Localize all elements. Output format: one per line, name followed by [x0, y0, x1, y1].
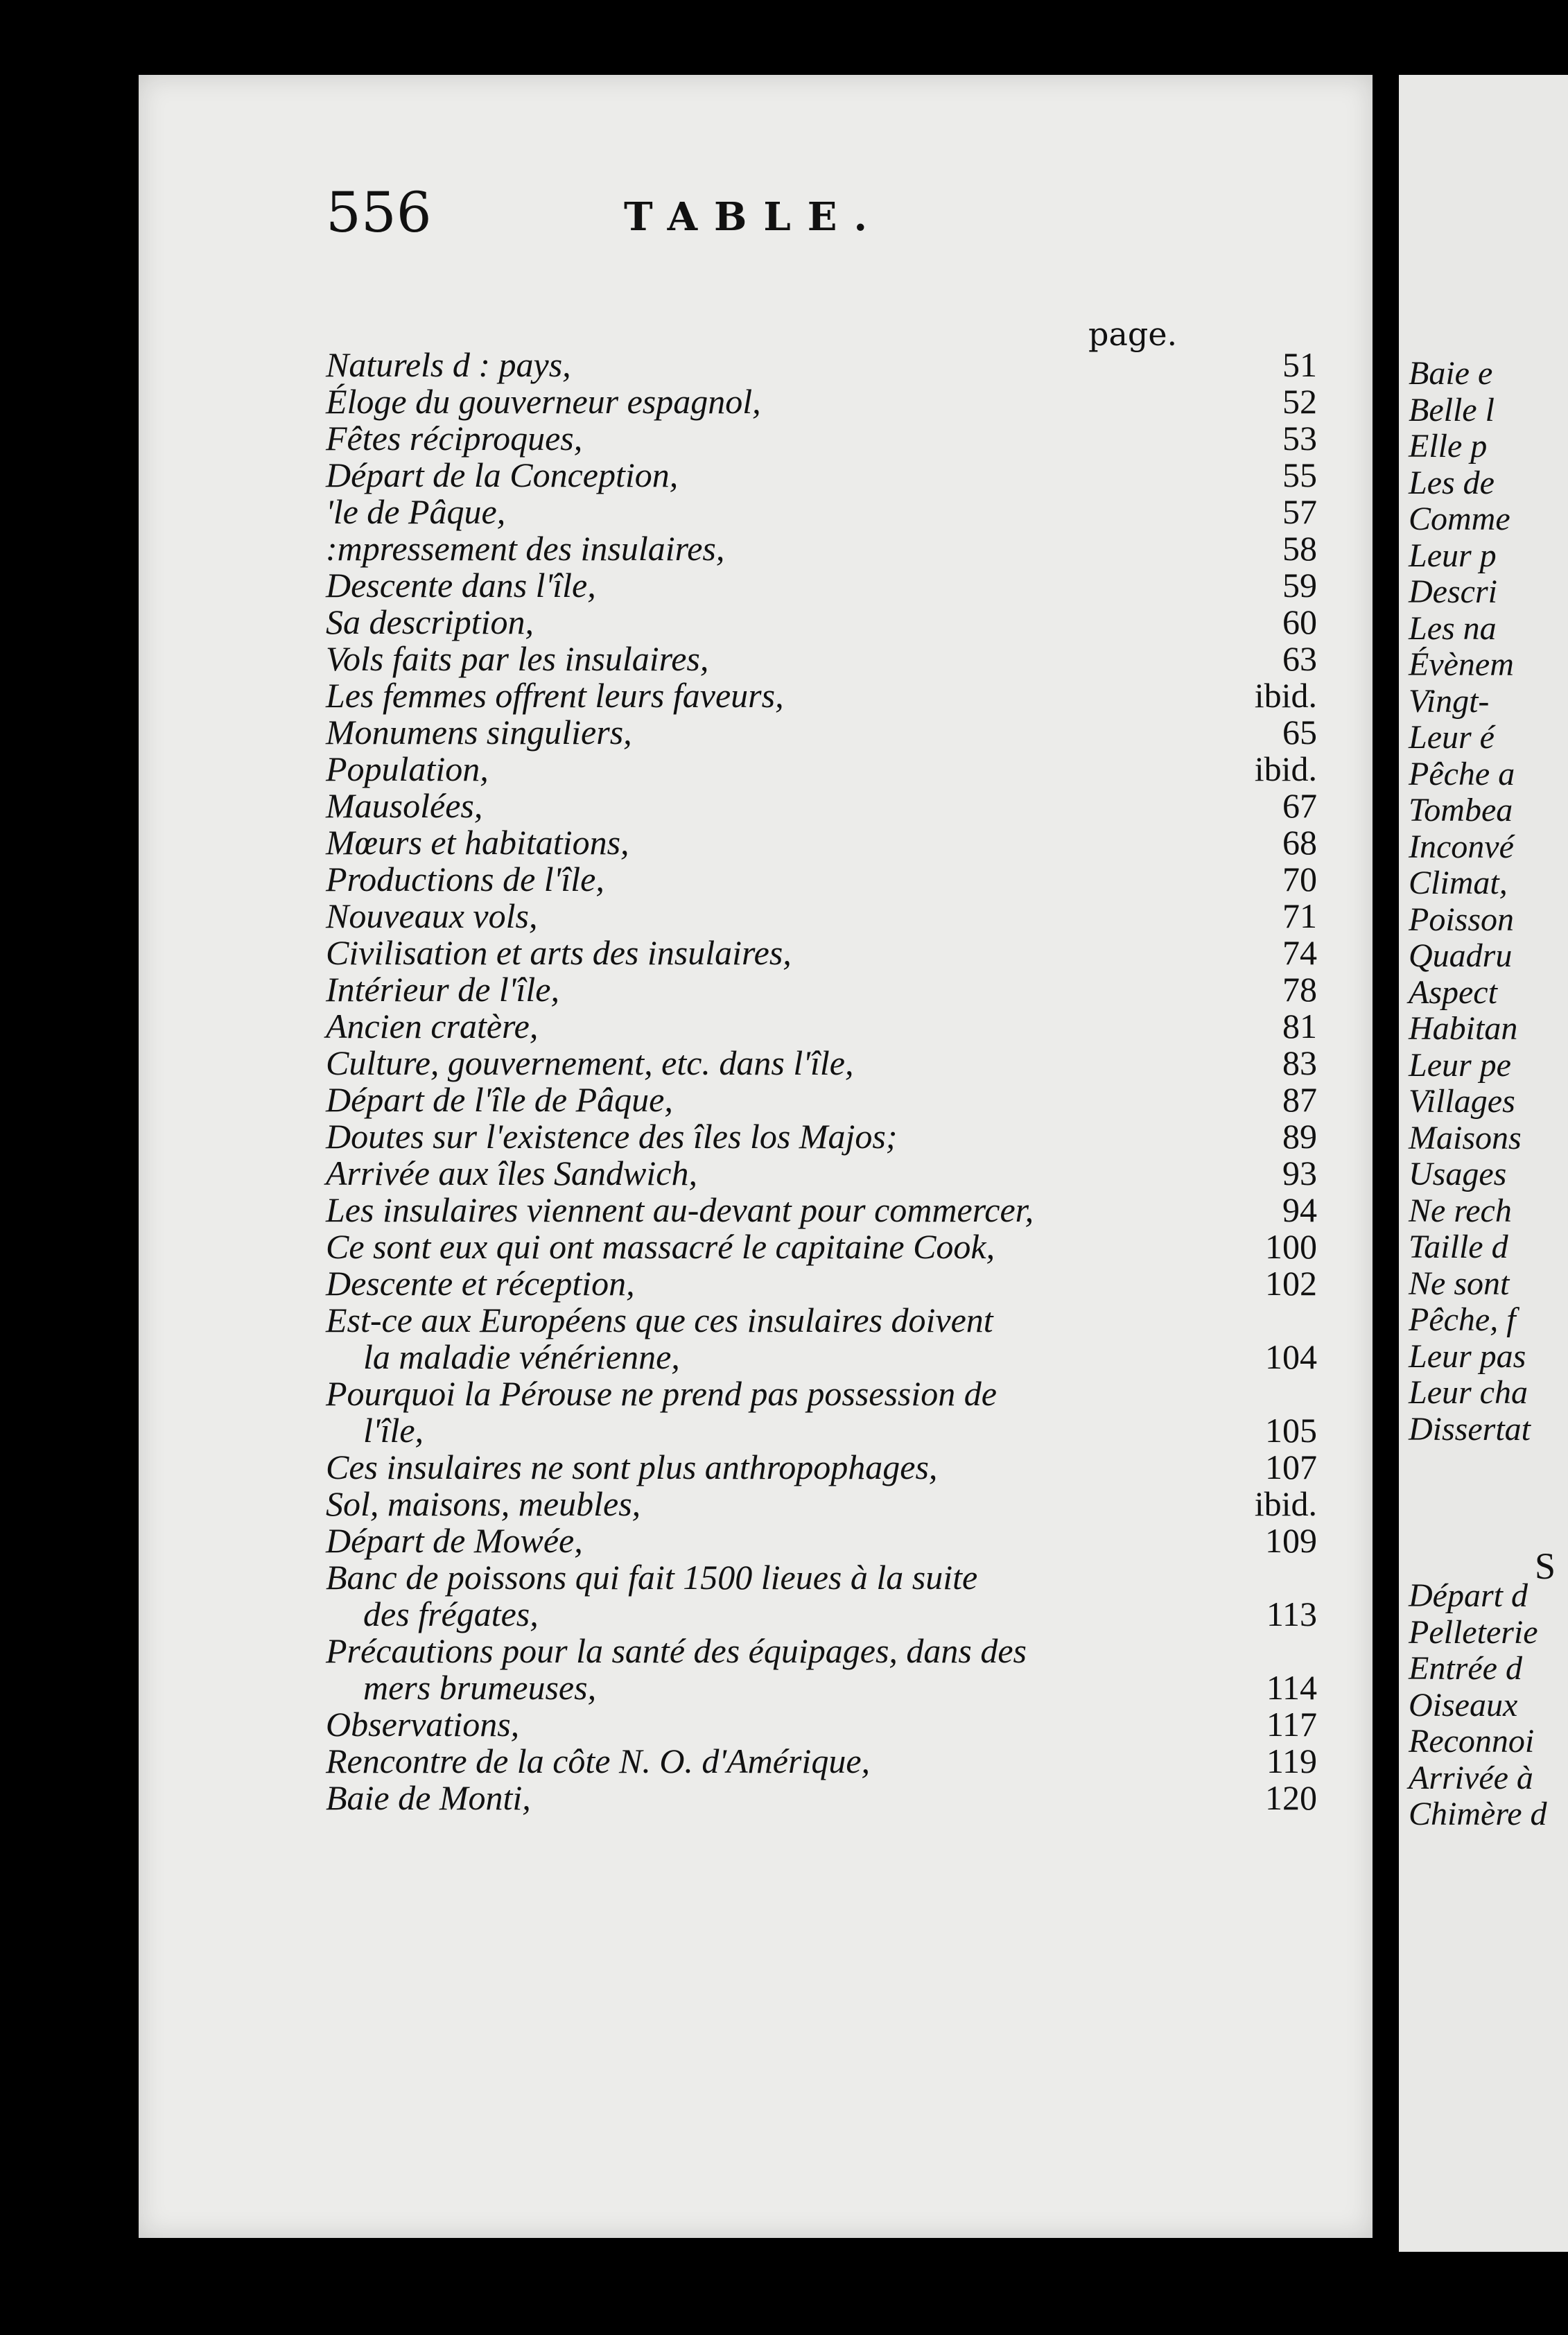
facing-page-line: Elle p: [1409, 428, 1488, 465]
facing-page-line: Pêche a: [1409, 755, 1515, 792]
toc-entry: [326, 1486, 1317, 1522]
facing-page-line: Leur pe: [1409, 1046, 1511, 1084]
toc-entry-page: 102: [1265, 1264, 1317, 1303]
toc-entry: [326, 898, 1317, 935]
facing-page-line: Leur p: [1409, 537, 1497, 574]
toc-entry-title: Descente et réception,: [326, 1264, 635, 1303]
toc-entry: [326, 1082, 1317, 1118]
toc-entry-title: Ces insulaires ne sont plus anthropophages,: [326, 1448, 938, 1486]
toc-entry-page: 55: [1282, 455, 1317, 494]
toc-entry: [326, 971, 1317, 1008]
facing-page-line: Reconnoi: [1409, 1723, 1535, 1760]
toc-entry-continuation: la maladie vénérienne,: [363, 1337, 680, 1376]
facing-page-line: Taille d: [1409, 1229, 1508, 1265]
toc-entry: [326, 530, 1317, 567]
facing-page-line: Les de: [1409, 464, 1495, 501]
toc-entry-title: Observations,: [326, 1705, 520, 1744]
toc-entry: [326, 677, 1317, 714]
toc-entry-title: Départ de Mowée,: [326, 1521, 583, 1560]
facing-page-line: Départ d: [1409, 1577, 1528, 1614]
toc-entry: [326, 1743, 1317, 1780]
toc-entry-page: 78: [1282, 970, 1317, 1009]
toc-entry-title: Est-ce aux Européens que ces insulaires doivent: [326, 1301, 993, 1339]
toc-entry-title: Intérieur de l'île,: [326, 970, 559, 1009]
facing-section-letter: S: [1535, 1545, 1556, 1587]
facing-page-line: Usages: [1409, 1156, 1507, 1192]
toc-entry-page: 120: [1265, 1778, 1317, 1817]
facing-page-line: Descri: [1409, 573, 1497, 610]
toc-entry-title: Fêtes réciproques,: [326, 419, 583, 458]
facing-page-line: Poisson: [1409, 901, 1515, 938]
facing-page-line: Entrée d: [1409, 1650, 1522, 1687]
facing-page-line: Baie e: [1409, 355, 1493, 392]
facing-page-line: Évènem: [1409, 646, 1514, 683]
toc-entry-page: 114: [1266, 1668, 1317, 1707]
toc-entry-title: Civilisation et arts des insulaires,: [326, 933, 792, 972]
toc-entry-page: 71: [1282, 896, 1317, 935]
facing-page-line: Pelleterie: [1409, 1613, 1538, 1651]
toc-entry-title: Mœurs et habitations,: [326, 823, 629, 862]
toc-entry-page: 51: [1282, 345, 1317, 384]
toc-entry: [326, 1229, 1317, 1265]
toc-entry: [326, 494, 1317, 530]
toc-entry-title: Vols faits par les insulaires,: [326, 639, 709, 678]
toc-entry-title: Naturels d : pays,: [326, 345, 571, 384]
toc-entry-title: Doutes sur l'existence des îles los Majos;: [326, 1117, 898, 1156]
toc-entry: [326, 420, 1317, 457]
toc-entry-page: 52: [1282, 382, 1317, 421]
facing-page-line: Les na: [1409, 609, 1497, 647]
facing-page-line: Climat,: [1409, 865, 1508, 901]
book-page-right: [1399, 75, 1568, 2252]
facing-page-line: Leur pas: [1409, 1337, 1526, 1375]
toc-entry-page: 117: [1266, 1705, 1317, 1744]
toc-entry-page: 89: [1282, 1117, 1317, 1156]
toc-entry-page: 119: [1266, 1742, 1317, 1780]
toc-entry: [326, 788, 1317, 824]
toc-entry-title: Départ de l'île de Pâque,: [326, 1080, 673, 1119]
toc-entry-title: Banc de poissons qui fait 1500 lieues à la suite: [326, 1558, 978, 1597]
toc-entry-page: 63: [1282, 639, 1317, 678]
toc-entry: [326, 604, 1317, 641]
toc-entry: [326, 935, 1317, 971]
toc-entry-page: 100: [1265, 1227, 1317, 1266]
toc-entry: [326, 1045, 1317, 1082]
facing-page-line: Vingt-: [1409, 682, 1490, 720]
toc-entry: [326, 641, 1317, 677]
toc-entry-page: 104: [1265, 1337, 1317, 1376]
toc-entry-continuation: l'île,: [363, 1411, 424, 1450]
facing-page-line: Tombea: [1409, 792, 1513, 828]
page-column-label: page.: [1088, 315, 1178, 353]
toc-entry-title: Départ de la Conception,: [326, 455, 679, 494]
facing-page-entries: [1399, 356, 1568, 1448]
toc-entry-page: 109: [1265, 1521, 1317, 1560]
toc-entry: [326, 383, 1317, 420]
toc-entry-title: Culture, gouvernement, etc. dans l'île,: [326, 1043, 854, 1082]
toc-entry-title: Rencontre de la côte N. O. d'Amérique,: [326, 1742, 871, 1780]
toc-entry-title: :mpressement des insulaires,: [326, 529, 725, 568]
toc-entry: [326, 567, 1317, 604]
toc-entry-title: Éloge du gouverneur espagnol,: [326, 382, 761, 421]
facing-page-line: Pêche, f: [1409, 1301, 1516, 1338]
toc-entry-page: 93: [1282, 1154, 1317, 1192]
toc-entry-title: Population,: [326, 749, 489, 788]
toc-entry-page: 107: [1265, 1448, 1317, 1486]
toc-entry: [326, 1780, 1317, 1816]
facing-page-line: Leur cha: [1409, 1374, 1528, 1411]
toc-entry: [326, 824, 1317, 861]
toc-entry-page: 74: [1282, 933, 1317, 972]
toc-entry-title: Ce sont eux qui ont massacré le capitaine Cook,: [326, 1227, 995, 1266]
facing-page-line: Belle l: [1409, 391, 1495, 428]
toc-entry: [326, 751, 1317, 788]
toc-entry-page: 81: [1282, 1007, 1317, 1045]
toc-entry: [326, 457, 1317, 494]
toc-entry-title: Pourquoi la Pérouse ne prend pas possession de: [326, 1374, 997, 1413]
toc-entry: [326, 1192, 1317, 1229]
toc-entry-page: 113: [1266, 1595, 1317, 1633]
toc-entry-page: 65: [1282, 713, 1317, 752]
toc-entry: [326, 861, 1317, 898]
facing-page-line: Ne sont: [1409, 1265, 1510, 1302]
toc-entry: [326, 1633, 1317, 1706]
toc-entry-page: 57: [1282, 492, 1317, 531]
facing-page-line: Chimère d: [1409, 1796, 1547, 1832]
facing-page-line: Ne rech: [1409, 1192, 1512, 1229]
toc-entry-page: ibid.: [1254, 749, 1317, 788]
toc-entry-page: 94: [1282, 1190, 1317, 1229]
toc-entry-title: 'le de Pâque,: [326, 492, 506, 531]
toc-entry-page: 59: [1282, 566, 1317, 605]
toc-entry-title: Sol, maisons, meubles,: [326, 1484, 641, 1523]
toc-entry-page: 68: [1282, 823, 1317, 862]
facing-page-line: Aspect: [1409, 973, 1497, 1011]
facing-page-line: Quadru: [1409, 937, 1513, 974]
toc-entry-page: ibid.: [1254, 1484, 1317, 1523]
toc-entry: [326, 1302, 1317, 1375]
toc-entry-continuation: mers brumeuses,: [363, 1668, 597, 1707]
toc-entry-title: Les femmes offrent leurs faveurs,: [326, 676, 784, 715]
toc-entry-page: ibid.: [1254, 676, 1317, 715]
toc-entry-page: 58: [1282, 529, 1317, 568]
facing-page-line: Dissertat: [1409, 1410, 1531, 1448]
toc-entry-page: 70: [1282, 860, 1317, 899]
toc-entry: [326, 1265, 1317, 1302]
facing-page-entries-lower: [1399, 1578, 1568, 1833]
toc-entry: [326, 714, 1317, 751]
page-number: 556: [326, 180, 432, 245]
toc-entry-title: Productions de l'île,: [326, 860, 604, 899]
toc-entry: [326, 1375, 1317, 1449]
toc-entry-page: 67: [1282, 786, 1317, 825]
toc-entry: [326, 1449, 1317, 1486]
toc-entry: [326, 1008, 1317, 1045]
table-of-contents: [326, 347, 1317, 1816]
page-title: TABLE.: [624, 194, 884, 240]
toc-entry: [326, 1155, 1317, 1192]
toc-entry: [326, 1706, 1317, 1743]
toc-entry: [326, 1559, 1317, 1633]
toc-entry-page: 60: [1282, 602, 1317, 641]
facing-page-line: Villages: [1409, 1083, 1515, 1120]
toc-entry-title: Mausolées,: [326, 786, 483, 825]
facing-page-line: Habitan: [1409, 1010, 1518, 1047]
toc-entry-page: 53: [1282, 419, 1317, 458]
toc-entry-continuation: des frégates,: [363, 1595, 539, 1633]
toc-entry-title: Précautions pour la santé des équipages, dans des: [326, 1631, 1027, 1670]
toc-entry-title: Descente dans l'île,: [326, 566, 596, 605]
toc-entry-title: Sa description,: [326, 602, 534, 641]
facing-page-line: Comme: [1409, 501, 1510, 537]
facing-page-line: Leur é: [1409, 719, 1495, 756]
toc-entry-page: 105: [1265, 1411, 1317, 1450]
toc-entry-title: Les insulaires viennent au-devant pour commercer,: [326, 1190, 1034, 1229]
toc-entry-page: 87: [1282, 1080, 1317, 1119]
facing-page-line: Inconvé: [1409, 828, 1514, 865]
running-head: [326, 180, 1088, 263]
facing-page-line: Maisons: [1409, 1119, 1522, 1156]
toc-entry: [326, 1118, 1317, 1155]
toc-entry-page: 83: [1282, 1043, 1317, 1082]
toc-entry-title: Ancien cratère,: [326, 1007, 539, 1045]
facing-page-line: Arrivée à: [1409, 1759, 1533, 1796]
toc-entry-title: Monumens singuliers,: [326, 713, 632, 752]
toc-entry-title: Arrivée aux îles Sandwich,: [326, 1154, 697, 1192]
toc-entry-title: Baie de Monti,: [326, 1778, 531, 1817]
toc-entry: [326, 347, 1317, 383]
toc-entry: [326, 1522, 1317, 1559]
toc-entry-title: Nouveaux vols,: [326, 896, 538, 935]
facing-page-line: Oiseaux: [1409, 1686, 1518, 1724]
